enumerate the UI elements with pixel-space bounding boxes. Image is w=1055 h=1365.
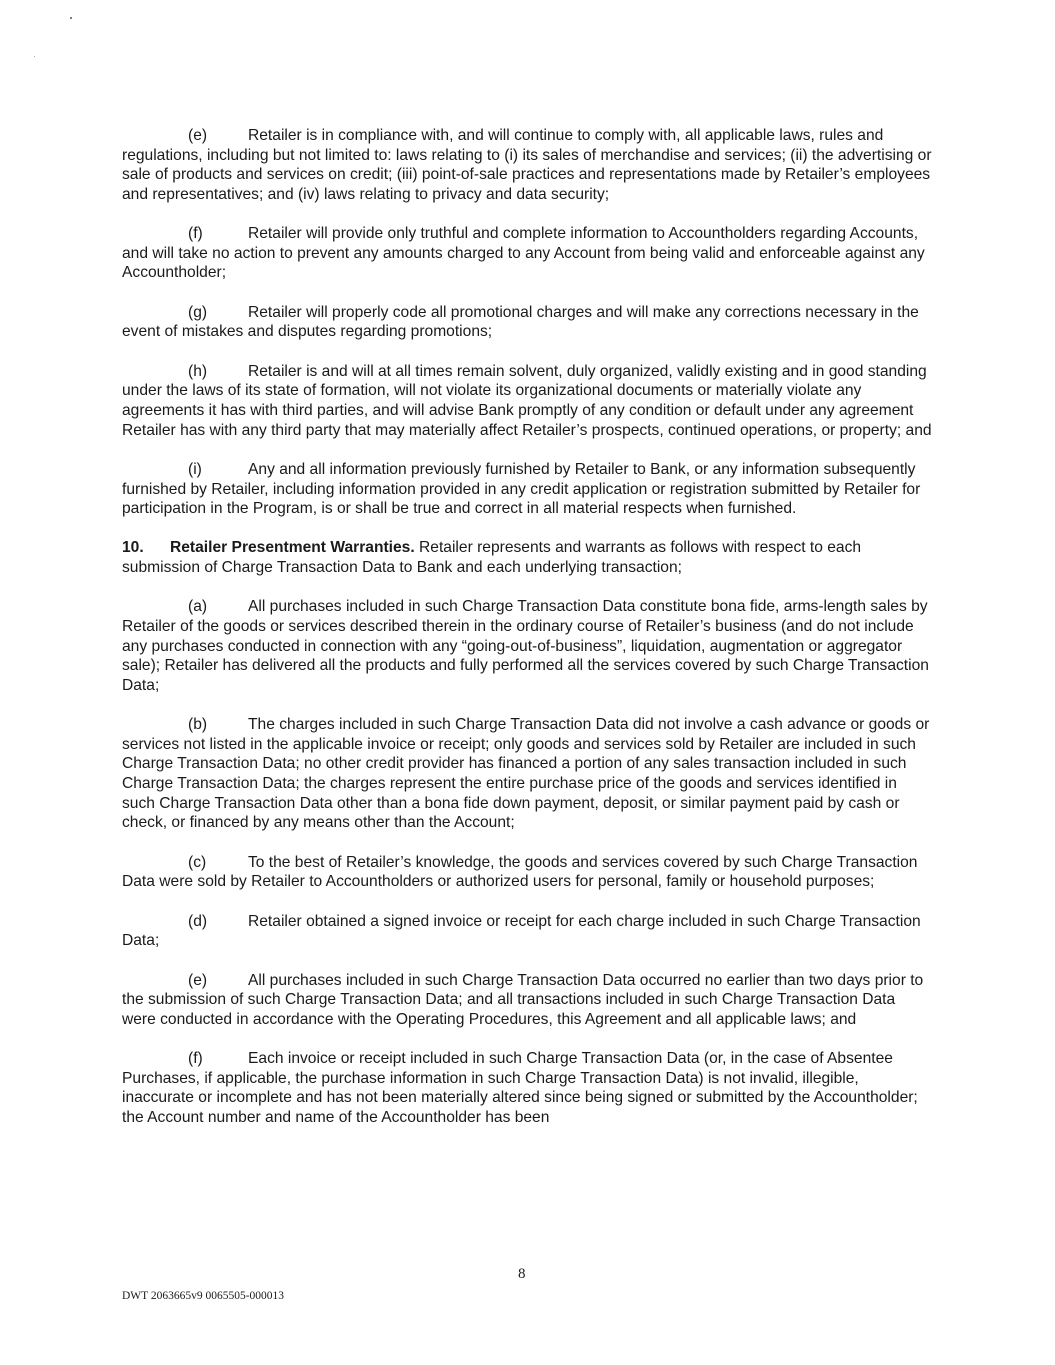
section-10-heading-paragraph <box>122 538 932 577</box>
paragraph-c-personal-purposes <box>122 853 932 892</box>
paragraph-f-truthful-information <box>122 224 932 283</box>
paragraph-label: (e) <box>188 127 208 144</box>
paragraph-label: (d) <box>188 912 208 930</box>
paragraph-text: All purchases included in such Charge Transaction Data occurred no earlier than two days prior to the submission of such Charge Transaction Data; and all transactions included in such Charge Transaction Data were conducted in accordance with the Operating Procedures, this Agreement and all applicable laws; and <box>122 971 924 1028</box>
paragraph-text: To the best of Retailer’s knowledge, the goods and services covered by such Charge Transaction Data were sold by Retailer to Accountholders or authorized users for personal, family or household purposes; <box>122 853 918 891</box>
paragraph-label: (i) <box>188 460 202 478</box>
paragraph-label: (c) <box>188 853 207 871</box>
paragraph-text: All purchases included in such Charge Transaction Data constitute bona fide, arms-length sales by Retailer of the goods or services described therein in the ordinary course of Retailer’s business (and do not include any purchases conducted in connection with any “going-out-of-business”, liquidation, augmentation or aggregator sale); Retailer has delivered all the products and fully performed all the services covered by such Charge Transaction Data; <box>122 598 929 694</box>
section-intro-text: Retailer represents and warrants as follows with respect to each submission of Charge Transaction Data to Bank and each underlying transaction; <box>122 539 862 577</box>
paragraph-label: (g) <box>188 303 208 321</box>
paragraph-b-charges <box>122 715 932 833</box>
document-id-footer: DWT 2063665v9 0065505-000013 <box>122 1290 285 1302</box>
document-body <box>122 126 932 1147</box>
section-number: 10. <box>122 539 144 557</box>
paragraph-text: Retailer is in compliance with, and will continue to comply with, all applicable laws, rules and regulations, including but not limited to: laws relating to (i) its sales of merchandise and services; (ii) the advertising or sale of products and services on credit; (iii) point-of-sale practices and representations made by Retailer’s employees and representatives; and (iv) laws relating to privacy and data security; <box>122 127 932 203</box>
paragraph-label: (h) <box>188 362 208 380</box>
section-title: Retailer Presentment Warranties. <box>170 539 415 557</box>
paragraph-a-bona-fide-sales <box>122 597 932 695</box>
paragraph-text: Retailer will provide only truthful and complete information to Accountholders regarding Accounts, and will take no action to prevent any amounts charged to any Account from being valid and enforceable against any Accountholder; <box>122 225 925 282</box>
paragraph-text: Any and all information previously furnished by Retailer to Bank, or any information subsequently furnished by Retailer, including information provided in any credit application or registration submitted by Retailer for participation in the Program, is or shall be true and correct in all material respects when furnished. <box>122 460 921 518</box>
paragraph-text: Retailer obtained a signed invoice or receipt for each charge included in such Charge Transaction Data; <box>122 912 921 950</box>
paragraph-text: The charges included in such Charge Transaction Data did not involve a cash advance or goods or services not listed in the applicable invoice or receipt; only goods and services sold by Retailer are included in such Charge Transaction Data; no other credit provider has financed a portion of any sales transaction included in such Charge Transaction Data; the charges represent the entire purchase price of the goods and services identified in such Charge Transaction Data other than a bona fide down payment, deposit, or similar payment paid by cash or check, or financed by any means other than the Account; <box>122 716 930 832</box>
paragraph-e-timing <box>122 971 932 1030</box>
paragraph-label: (e) <box>188 971 208 989</box>
paragraph-g-promotional-charges <box>122 303 932 342</box>
paragraph-e-compliance <box>122 126 932 204</box>
scan-speck <box>34 56 35 57</box>
paragraph-text: Retailer is and will at all times remain solvent, duly organized, validly existing and in good standing under the laws of its state of formation, will not violate its organizational documents or materially violate any agreements it has with third parties, and will advise Bank promptly of any condition or default under any agreement Retailer has with any third party that may materially affect Retailer’s prospects, continued operations, or property; and <box>122 362 932 439</box>
paragraph-h-solvency <box>122 362 932 440</box>
paragraph-label: (a) <box>188 598 208 616</box>
paragraph-label: (f) <box>188 225 203 243</box>
paragraph-f-invoice-validity <box>122 1049 932 1127</box>
page-number: 8 <box>518 1266 526 1282</box>
paragraph-d-signed-invoice <box>122 912 932 951</box>
paragraph-text: Each invoice or receipt included in such Charge Transaction Data (or, in the case of Absentee Purchases, if applicable, the purchase information in such Charge Transaction Data) is not invalid, illegible, inaccurate or incomplete and has not been materially altered since being signed or submitted by the Accountholder; the Account number and name of the Accountholder has been <box>122 1050 918 1126</box>
scan-speck <box>70 17 72 19</box>
paragraph-label: (b) <box>188 716 208 734</box>
paragraph-label: (f) <box>188 1050 203 1068</box>
paragraph-i-information-furnished <box>122 460 932 519</box>
paragraph-text: Retailer will properly code all promotional charges and will make any corrections necessary in the event of mistakes and disputes regarding promotions; <box>122 303 919 341</box>
